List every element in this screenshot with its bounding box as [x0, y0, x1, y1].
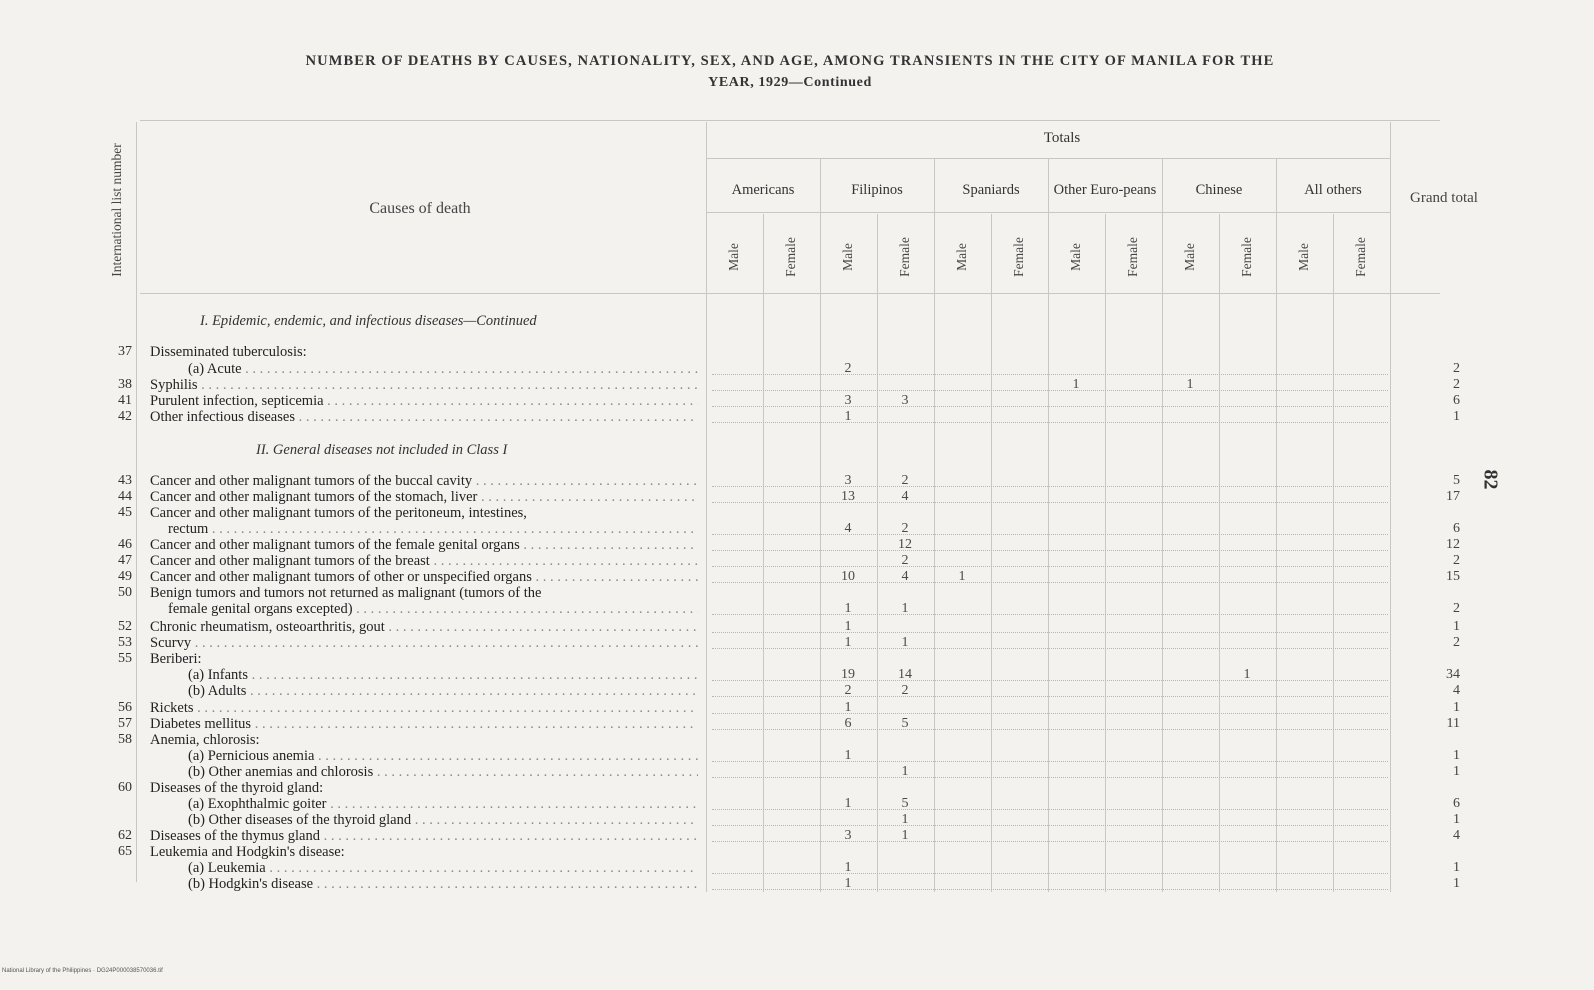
count-cell: 12 [898, 537, 912, 552]
list-number: 53 [118, 635, 132, 650]
table-row [0, 667, 1594, 683]
leader-dots [712, 486, 1388, 487]
cause-label: Purulent infection, septicemia . . . [150, 393, 698, 409]
grand-total-cell: 12 [1446, 537, 1460, 552]
grand-total-cell: 34 [1446, 667, 1460, 682]
count-cell: 1 [901, 812, 909, 827]
cause-label: rectum . . . [168, 521, 698, 537]
cause-label: (a) Acute . . . [188, 361, 698, 377]
table-row [0, 748, 1594, 764]
table-row [0, 844, 1594, 860]
list-number: 62 [118, 828, 132, 843]
table-row [0, 473, 1594, 489]
male-header: Male [1296, 243, 1311, 271]
list-number: 58 [118, 732, 132, 747]
leader-dots [712, 550, 1388, 551]
count-cell: 1 [844, 860, 852, 875]
cause-label: Anemia, chlorosis: [150, 732, 260, 748]
count-cell: 3 [901, 393, 909, 408]
group-header: Chinese [1195, 182, 1243, 198]
male-header: Male [1182, 243, 1197, 271]
grand-total-cell: 2 [1453, 361, 1460, 376]
count-cell: 2 [901, 553, 909, 568]
count-cell: 2 [844, 361, 852, 376]
leader-dots [712, 825, 1388, 826]
table-row [0, 828, 1594, 844]
count-cell: 3 [844, 393, 852, 408]
count-cell: 5 [901, 716, 909, 731]
leader-dots [712, 502, 1388, 503]
list-number: 41 [118, 393, 132, 408]
count-cell: 1 [844, 619, 852, 634]
cause-label: Diseases of the thyroid gland: [150, 780, 324, 796]
count-cell: 1 [844, 635, 852, 650]
group-header: Spaniards [962, 182, 1020, 198]
leader-dots [712, 406, 1388, 407]
title-line-1: NUMBER OF DEATHS BY CAUSES, NATIONALITY, SEX, AND AGE, AMONG TRANSIENTS IN THE CITY OF MANILA FOR THE [305, 53, 1275, 69]
cause-label: Syphilis . . . [150, 377, 698, 393]
table-row [0, 344, 1594, 360]
cause-label: (a) Exophthalmic goiter . . . [188, 796, 698, 812]
cause-label: Rickets . . . [150, 700, 698, 716]
leader-dots [712, 374, 1388, 375]
footer-credit: National Library of the Philippines · DG24P000038570036.tif [2, 968, 163, 974]
count-cell: 1 [901, 764, 909, 779]
grand-total-cell: 1 [1453, 700, 1460, 715]
cause-label: Other infectious diseases . . . [150, 409, 698, 425]
table-row [0, 860, 1594, 876]
grand-total-cell: 17 [1446, 489, 1460, 504]
table-row [0, 569, 1594, 585]
group-header: Filipinos [851, 182, 903, 198]
table-row [0, 601, 1594, 617]
grand-total-cell: 2 [1453, 377, 1460, 392]
table-row [0, 635, 1594, 651]
leader-dots [712, 648, 1388, 649]
leader-dots [712, 582, 1388, 583]
table-row [0, 505, 1594, 521]
leader-dots [712, 761, 1388, 762]
cause-label: (b) Other diseases of the thyroid gland . . . [188, 812, 698, 828]
male-header: Male [954, 243, 969, 271]
count-cell: 4 [844, 521, 852, 536]
list-number: 52 [118, 619, 132, 634]
cause-label: (b) Other anemias and chlorosis . . . [188, 764, 698, 780]
cause-label: female genital organs excepted) . . . [168, 601, 698, 617]
cause-label: Cancer and other malignant tumors of the stomach, liver . . . [150, 489, 698, 505]
male-header: Male [840, 243, 855, 271]
count-cell: 4 [901, 489, 909, 504]
page-number: 82 [1479, 469, 1502, 490]
cause-label: Cancer and other malignant tumors of the female genital organs . . . [150, 537, 698, 553]
leader-dots [712, 713, 1388, 714]
count-cell: 3 [844, 473, 852, 488]
grand-total-cell: 2 [1453, 635, 1460, 650]
international-list-header: International list number [109, 143, 124, 277]
count-cell: 1 [844, 748, 852, 763]
cause-label: (a) Pernicious anemia . . . [188, 748, 698, 764]
cause-label: Beriberi: [150, 651, 202, 667]
cause-label: (a) Leukemia . . . [188, 860, 698, 876]
leader-dots [712, 889, 1388, 890]
list-number: 42 [118, 409, 132, 424]
grand-total-cell: 6 [1453, 393, 1460, 408]
count-cell: 1 [1243, 667, 1251, 682]
count-cell: 19 [841, 667, 855, 682]
list-number: 47 [118, 553, 132, 568]
table-row [0, 716, 1594, 732]
grand-total-cell: 5 [1453, 473, 1460, 488]
cause-label: Leukemia and Hodgkin's disease: [150, 844, 345, 860]
table-row [0, 812, 1594, 828]
female-header: Female [1011, 237, 1026, 277]
leader-dots [712, 422, 1388, 423]
leader-dots [712, 566, 1388, 567]
list-number: 38 [118, 377, 132, 392]
table-row [0, 619, 1594, 635]
page-title [150, 50, 1430, 94]
count-cell: 14 [898, 667, 912, 682]
leader-dots [712, 873, 1388, 874]
leader-dots [712, 777, 1388, 778]
count-cell: 2 [901, 683, 909, 698]
cause-label: Cancer and other malignant tumors of the breast . . . [150, 553, 698, 569]
leader-dots [712, 809, 1388, 810]
table-row [0, 409, 1594, 425]
grand-total-cell: 1 [1453, 860, 1460, 875]
list-number: 65 [118, 844, 132, 859]
table-row [0, 377, 1594, 393]
count-cell: 1 [844, 700, 852, 715]
group-header: Other Euro-peans [1053, 182, 1157, 198]
list-number: 37 [118, 344, 132, 359]
count-cell: 1 [1072, 377, 1080, 392]
list-number: 55 [118, 651, 132, 666]
count-cell: 1 [901, 635, 909, 650]
grand-total-cell: 6 [1453, 796, 1460, 811]
totals-header: Totals [1043, 130, 1081, 146]
table-row [0, 683, 1594, 699]
male-header: Male [726, 243, 741, 271]
grand-total-cell: 2 [1453, 601, 1460, 616]
table-row [0, 700, 1594, 716]
count-cell: 10 [841, 569, 855, 584]
female-header: Female [783, 237, 798, 277]
cause-label: (b) Hodgkin's disease . . . [188, 876, 698, 892]
count-cell: 1 [844, 876, 852, 891]
female-header: Female [897, 237, 912, 277]
list-number: 57 [118, 716, 132, 731]
grand-total-cell: 11 [1446, 716, 1460, 731]
table-row [0, 585, 1594, 601]
count-cell: 2 [901, 473, 909, 488]
list-number: 50 [118, 585, 132, 600]
leader-dots [712, 614, 1388, 615]
leader-dots [712, 696, 1388, 697]
section-heading-2: II. General diseases not included in Class I [256, 442, 508, 458]
section-heading-1: I. Epidemic, endemic, and infectious diseases—Continued [200, 313, 537, 329]
count-cell: 1 [901, 828, 909, 843]
count-cell: 4 [901, 569, 909, 584]
male-header: Male [1068, 243, 1083, 271]
count-cell: 1 [844, 796, 852, 811]
grand-total-header: Grand total [1410, 190, 1478, 206]
table-row [0, 732, 1594, 748]
leader-dots [712, 534, 1388, 535]
count-cell: 2 [901, 521, 909, 536]
female-header: Female [1239, 237, 1254, 277]
count-cell: 3 [844, 828, 852, 843]
grand-total-cell: 15 [1446, 569, 1460, 584]
group-header: Americans [731, 182, 795, 198]
cause-label: (a) Infants . . . [188, 667, 698, 683]
list-number: 44 [118, 489, 132, 504]
list-number: 60 [118, 780, 132, 795]
count-cell: 1 [958, 569, 966, 584]
table-row [0, 537, 1594, 553]
cause-label: Cancer and other malignant tumors of the peritoneum, intestines, [150, 505, 527, 521]
title-line-2: YEAR, 1929—Continued [708, 75, 872, 90]
female-header: Female [1125, 237, 1140, 277]
leader-dots [712, 729, 1388, 730]
count-cell: 1 [844, 601, 852, 616]
count-cell: 1 [901, 601, 909, 616]
table-top-rule [140, 120, 1440, 121]
table-row [0, 361, 1594, 377]
grand-total-cell: 1 [1453, 764, 1460, 779]
table-row [0, 796, 1594, 812]
female-header: Female [1353, 237, 1368, 277]
grand-total-cell: 1 [1453, 409, 1460, 424]
cause-label: Chronic rheumatism, osteoarthritis, gout . . . [150, 619, 698, 635]
cause-label: (b) Adults . . . [188, 683, 698, 699]
leader-dots [712, 680, 1388, 681]
grand-total-cell: 1 [1453, 748, 1460, 763]
list-number: 43 [118, 473, 132, 488]
leader-dots [712, 841, 1388, 842]
grand-total-cell: 1 [1453, 812, 1460, 827]
list-number: 49 [118, 569, 132, 584]
grand-total-cell: 4 [1453, 828, 1460, 843]
table-row [0, 876, 1594, 892]
table-row [0, 553, 1594, 569]
grand-total-cell: 1 [1453, 876, 1460, 891]
count-cell: 1 [844, 409, 852, 424]
cause-label: Diseases of the thymus gland . . . [150, 828, 698, 844]
cause-label: Disseminated tuberculosis: [150, 344, 307, 360]
list-number: 56 [118, 700, 132, 715]
count-cell: 2 [844, 683, 852, 698]
count-cell: 13 [841, 489, 855, 504]
cause-label: Cancer and other malignant tumors of the buccal cavity . . . [150, 473, 698, 489]
cause-label: Benign tumors and tumors not returned as malignant (tumors of the [150, 585, 542, 601]
table-row [0, 780, 1594, 796]
grand-total-cell: 2 [1453, 553, 1460, 568]
count-cell: 6 [844, 716, 852, 731]
leader-dots [712, 632, 1388, 633]
table-row [0, 764, 1594, 780]
grand-total-cell: 4 [1453, 683, 1460, 698]
table-row [0, 489, 1594, 505]
grand-total-cell: 1 [1453, 619, 1460, 634]
table-row [0, 393, 1594, 409]
group-header: All others [1304, 182, 1362, 198]
causes-header: Causes of death [369, 200, 471, 217]
table-row [0, 521, 1594, 537]
count-cell: 5 [901, 796, 909, 811]
cause-label: Scurvy . . . [150, 635, 698, 651]
list-number: 45 [118, 505, 132, 520]
count-cell: 1 [1186, 377, 1194, 392]
table-row [0, 651, 1594, 667]
cause-label: Cancer and other malignant tumors of other or unspecified organs . . . [150, 569, 698, 585]
cause-label: Diabetes mellitus . . . [150, 716, 698, 732]
grand-total-cell: 6 [1453, 521, 1460, 536]
list-number: 46 [118, 537, 132, 552]
